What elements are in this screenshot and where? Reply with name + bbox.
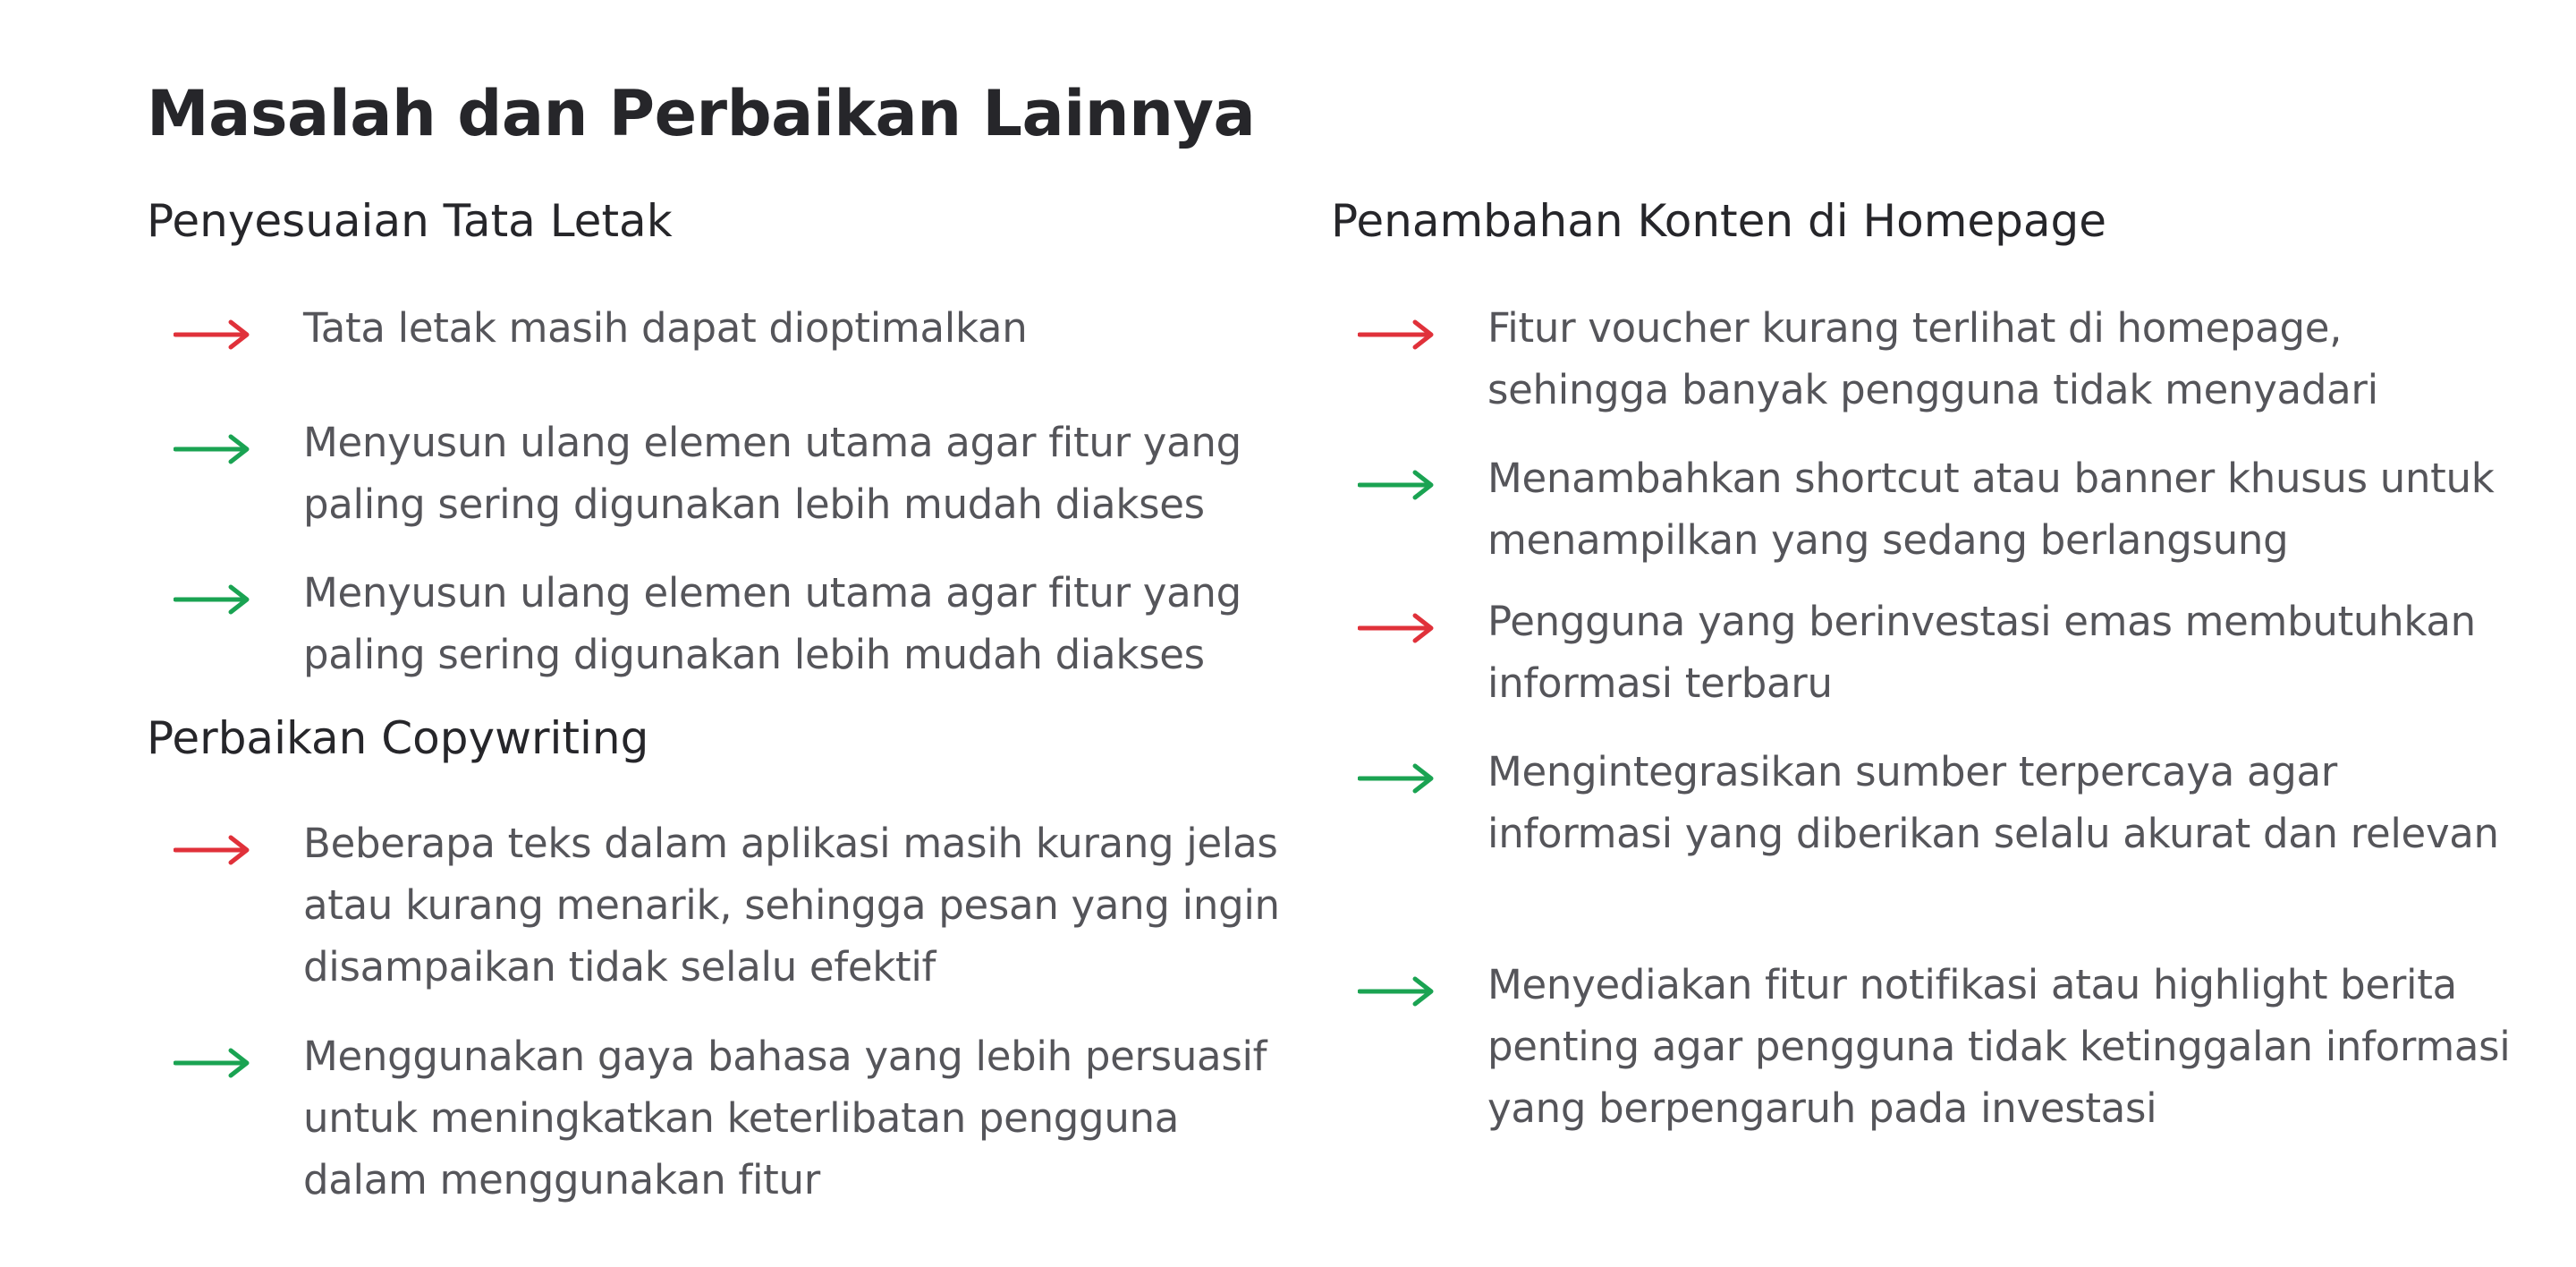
solution-text: Mengintegrasikan sumber terpercaya agar informasi yang diberikan selalu akurat dan relevan — [1487, 748, 2499, 857]
arrow-right-icon — [1358, 761, 1438, 796]
arrow-right-icon — [1358, 467, 1438, 503]
arrow-path-problem — [1360, 616, 1431, 641]
arrow-path-problem — [175, 838, 247, 863]
solution-text: Menambahkan shortcut atau banner khusus untuk menampilkan yang sedang berlangsung — [1487, 455, 2495, 564]
section-heading-homepage: Penambahan Konten di Homepage — [1331, 195, 2107, 247]
arrow-path-problem — [1360, 322, 1431, 347]
arrow-path-solution — [1360, 979, 1431, 1004]
arrow-right-icon — [174, 832, 254, 868]
arrow-right-icon — [1358, 610, 1438, 646]
arrow-right-icon — [1358, 317, 1438, 353]
section-heading-layout: Penyesuaian Tata Letak — [147, 195, 673, 247]
arrow-right-icon — [174, 582, 254, 617]
solution-text: Menyusun ulang elemen utama agar fitur yang paling sering digunakan lebih mudah diakses — [303, 569, 1241, 678]
page-title: Masalah dan Perbaikan Lainnya — [147, 77, 1256, 150]
problem-text: Tata letak masih dapat dioptimalkan — [303, 304, 1028, 352]
arrow-path-solution — [1360, 766, 1431, 791]
arrow-path-problem — [175, 322, 247, 347]
problem-text: Pengguna yang berinvestasi emas membutuhkan informasi terbaru — [1487, 598, 2476, 707]
arrow-right-icon — [174, 1045, 254, 1081]
arrow-path-solution — [175, 1050, 247, 1076]
solution-text: Menyusun ulang elemen utama agar fitur yang paling sering digunakan lebih mudah diakses — [303, 419, 1241, 528]
arrow-right-icon — [174, 317, 254, 353]
problem-text: Fitur voucher kurang terlihat di homepage, sehingga banyak pengguna tidak menyadari — [1487, 304, 2378, 413]
section-heading-copywriting: Perbaikan Copywriting — [147, 712, 649, 764]
solution-text: Menyediakan fitur notifikasi atau highlight berita penting agar pengguna tidak ketinggalan informasi yang berpengaruh pada investasi — [1487, 961, 2511, 1132]
problem-text: Beberapa teks dalam aplikasi masih kurang jelas atau kurang menarik, sehingga pesan yang ingin disampaikan tidak selalu efektif — [303, 820, 1280, 991]
arrow-right-icon — [1358, 974, 1438, 1009]
arrow-path-solution — [175, 587, 247, 612]
solution-text: Menggunakan gaya bahasa yang lebih persuasif untuk meningkatkan keterlibatan pengguna dalam menggunakan fitur — [303, 1033, 1267, 1203]
arrow-path-solution — [1360, 472, 1431, 497]
arrow-path-solution — [175, 437, 247, 462]
arrow-right-icon — [174, 431, 254, 467]
